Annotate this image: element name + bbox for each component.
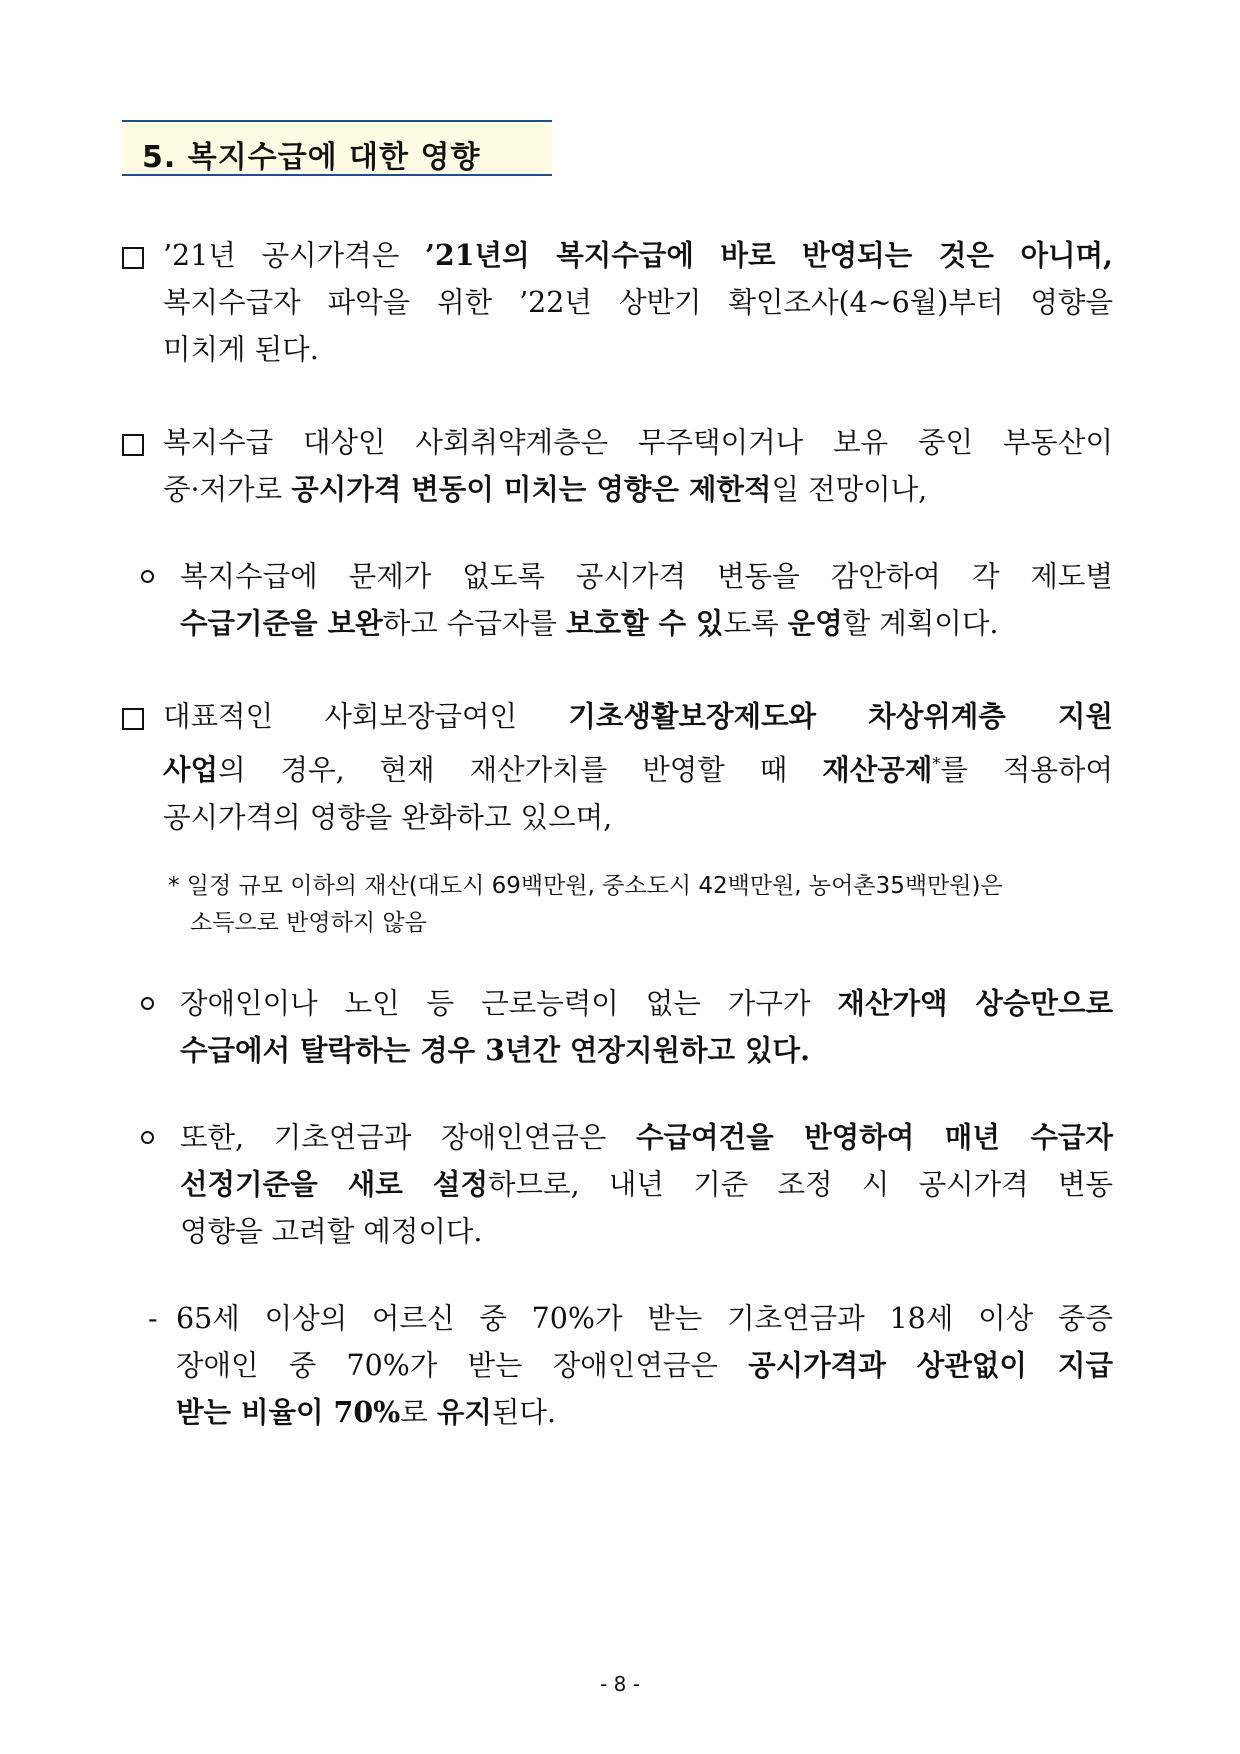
paragraph-5-line-1: 장애인이나 노인 등 근로능력이 없는 가구가 재산가액 상승만으로 [180,986,1114,1020]
paragraph-5-line-2: 수급에서 탈락하는 경우 3년간 연장지원하고 있다. [180,1033,810,1067]
paragraph-4 [163,693,1113,841]
paragraph-7-line-1: 65세 이상의 어르신 중 70%가 받는 기초연금과 18세 이상 중증 [176,1302,1113,1335]
footnote [168,868,1113,942]
paragraph-1-line-3: 미치게 된다. [163,333,319,366]
footnote-line-1: * 일정 규모 이하의 재산(대도시 69백만원, 중소도시 42백만원, 농어촌35백만원)은 [168,873,1003,899]
paragraph-2-line-1: 복지수급 대상인 사회취약계층은 무주택이거나 보유 중인 부동산이 [163,426,1113,459]
paragraph-7-line-3: 받는 비율이 70%로 유지된다. [176,1395,557,1429]
footnote-line-2: 소득으로 반영하지 않음 [190,910,427,936]
page-number: - 8 - [600,1672,640,1696]
paragraph-6-line-1: 또한, 기초연금과 장애인연금은 수급여건을 반영하여 매년 수급자 [180,1120,1113,1154]
paragraph-2-line-2: 중·저가로 공시가격 변동이 미치는 영향은 제한적일 전망이나, [163,472,928,506]
circle-bullet-icon [141,570,154,583]
checkbox-bullet-icon [122,708,144,730]
circle-bullet-icon [141,997,154,1010]
paragraph-4-line-1: 대표적인 사회보장급여인 기초생활보장제도와 차상위계층 지원 [163,699,1113,733]
paragraph-1-line-1: ’21년 공시가격은 ’21년의 복지수급에 바로 반영되는 것은 아니며, [163,238,1113,272]
paragraph-1 [163,232,1113,373]
paragraph-6-line-3: 영향을 고려할 예정이다. [180,1215,483,1248]
paragraph-6 [180,1114,1113,1255]
paragraph-1-line-2: 복지수급자 파악을 위한 ’22년 상반기 확인조사(4~6월)부터 영향을 [163,286,1113,319]
checkbox-bullet-icon [122,247,144,269]
paragraph-2 [163,419,1113,513]
paragraph-7-line-2: 장애인 중 70%가 받는 장애인연금은 공시가격과 상관없이 지급 [176,1348,1113,1382]
section-title-box [122,120,552,176]
paragraph-3-line-2: 수급기준을 보완하고 수급자를 보호할 수 있도록 운영할 계획이다. [180,606,999,640]
paragraph-3-line-1: 복지수급에 문제가 없도록 공시가격 변동을 감안하여 각 제도별 [180,560,1113,593]
dash-bullet: - [148,1302,158,1335]
section-title: 5. 복지수급에 대한 영향 [142,140,481,175]
checkbox-bullet-icon [122,434,144,456]
paragraph-6-line-2: 선정기준을 새로 설정하므로, 내년 기준 조정 시 공시가격 변동 [180,1167,1114,1201]
paragraph-4-line-2: 사업의 경우, 현재 재산가치를 반영할 때 재산공제*를 적용하여 [163,752,1113,787]
paragraph-5 [180,980,1113,1074]
paragraph-3 [180,553,1113,647]
paragraph-4-line-3: 공시가격의 영향을 완화하고 있으며, [163,800,613,834]
circle-bullet-icon [141,1131,154,1144]
paragraph-7 [176,1295,1113,1436]
